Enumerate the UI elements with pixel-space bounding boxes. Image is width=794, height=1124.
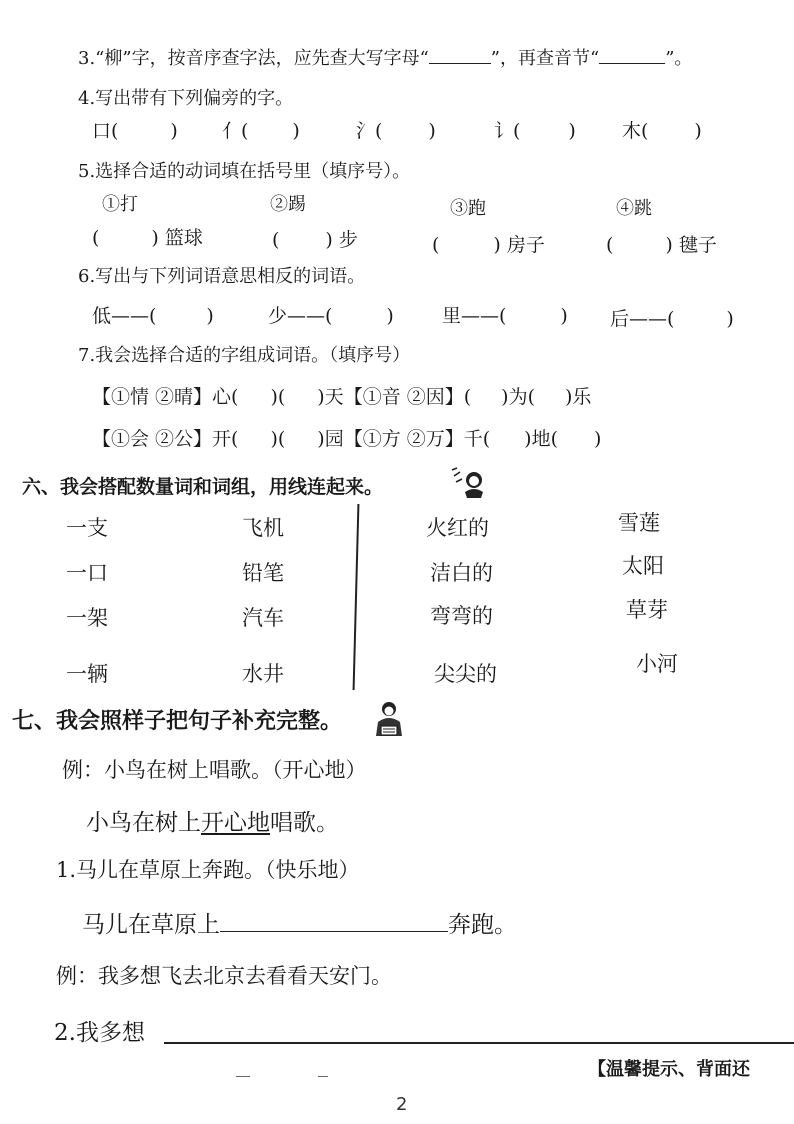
col2-item[interactable]: 飞机 bbox=[242, 516, 284, 540]
q3-letter-blank[interactable] bbox=[429, 63, 491, 64]
q4-item[interactable]: 氵( ) bbox=[356, 120, 436, 142]
page-number: 2 bbox=[396, 1094, 408, 1115]
q7-row1[interactable]: 【①情 ②晴】心( )( )天【①音 ②因】( )为( )乐 bbox=[92, 386, 592, 408]
example2: 例：我多想飞去北京去看看天安门。 bbox=[56, 964, 392, 988]
example1: 例：小鸟在树上唱歌。（开心地） bbox=[62, 758, 367, 782]
q7-row2[interactable]: 【①会 ②公】开( )( )园【①方 ②万】千( )地( ) bbox=[92, 428, 602, 450]
q7-title: 7.我会选择合适的字组成词语。（填序号） bbox=[78, 345, 411, 366]
col2-item[interactable]: 铅笔 bbox=[242, 561, 284, 585]
q4-title: 4.写出带有下列偏旁的字。 bbox=[78, 88, 294, 109]
q6-item[interactable]: 少——( ) bbox=[268, 305, 394, 327]
section7-title: 七、我会照样子把句子补充完整。 bbox=[12, 709, 343, 734]
example1-answer: 小鸟在树上开心地唱歌。 bbox=[86, 810, 339, 836]
q5-option: ②踢 bbox=[270, 194, 306, 215]
col4-item[interactable]: 小河 bbox=[636, 652, 678, 676]
col3-item[interactable]: 弯弯的 bbox=[430, 604, 493, 628]
q3-syllable-blank[interactable] bbox=[599, 63, 665, 64]
col2-item[interactable]: 水井 bbox=[242, 662, 284, 686]
q6-item[interactable]: 里——( ) bbox=[442, 305, 568, 327]
child-reading-icon bbox=[448, 466, 488, 500]
exercise1: 1.马儿在草原上奔跑。（快乐地） bbox=[56, 858, 360, 882]
scan-mark bbox=[236, 1076, 250, 1077]
col3-item[interactable]: 火红的 bbox=[426, 516, 489, 540]
q6-title: 6.写出与下列词语意思相反的词语。 bbox=[78, 266, 366, 287]
exercise2: 2.我多想 bbox=[54, 1020, 145, 1046]
q6-item[interactable]: 低——( ) bbox=[92, 305, 214, 327]
q4-item[interactable]: 口( ) bbox=[92, 120, 178, 142]
child-writing-icon bbox=[370, 700, 408, 740]
q4-item[interactable]: 亻( ) bbox=[222, 120, 300, 142]
col4-item[interactable]: 太阳 bbox=[622, 554, 664, 578]
col2-item[interactable]: 汽车 bbox=[242, 606, 284, 630]
exercise1-blank[interactable] bbox=[220, 931, 448, 932]
col4-item[interactable]: 草芽 bbox=[626, 598, 668, 622]
q5-title: 5.选择合适的动词填在括号里（填序号）。 bbox=[78, 161, 411, 182]
scan-mark bbox=[318, 1076, 328, 1077]
col1-item[interactable]: 一支 bbox=[66, 516, 108, 540]
q5-option: ③跑 bbox=[450, 198, 486, 219]
q5-item[interactable]: ( ) 房子 bbox=[432, 234, 545, 256]
col4-item[interactable]: 雪莲 bbox=[618, 511, 660, 535]
footer-tip: 【温馨提示、背面还 bbox=[588, 1059, 750, 1080]
q4-item[interactable]: 木( ) bbox=[622, 120, 702, 142]
col1-item[interactable]: 一架 bbox=[66, 606, 108, 630]
q5-item[interactable]: ( ) 步 bbox=[272, 229, 358, 251]
exercise1-answer: 马儿在草原上 奔跑。 bbox=[82, 912, 517, 938]
q5-item[interactable]: ( ) 篮球 bbox=[92, 227, 203, 249]
col1-item[interactable]: 一口 bbox=[66, 561, 108, 585]
section6-title: 六、我会搭配数量词和词组，用线连起来。 bbox=[22, 476, 384, 498]
section6-divider bbox=[353, 504, 360, 690]
q4-item[interactable]: 讠( ) bbox=[494, 120, 576, 142]
q6-item[interactable]: 后——( ) bbox=[610, 308, 734, 330]
col1-item[interactable]: 一辆 bbox=[66, 662, 108, 686]
exercise2-blank[interactable] bbox=[164, 1042, 794, 1044]
col3-item[interactable]: 尖尖的 bbox=[434, 662, 497, 686]
col3-item[interactable]: 洁白的 bbox=[430, 561, 493, 585]
q5-item[interactable]: ( ) 毽子 bbox=[606, 234, 717, 256]
q5-option: ①打 bbox=[102, 194, 138, 215]
q5-option: ④跳 bbox=[616, 198, 652, 219]
q3-line: 3.“柳”字，按音序查字法，应先查大写字母“ ”，再查音节“ ”。 bbox=[78, 48, 693, 69]
